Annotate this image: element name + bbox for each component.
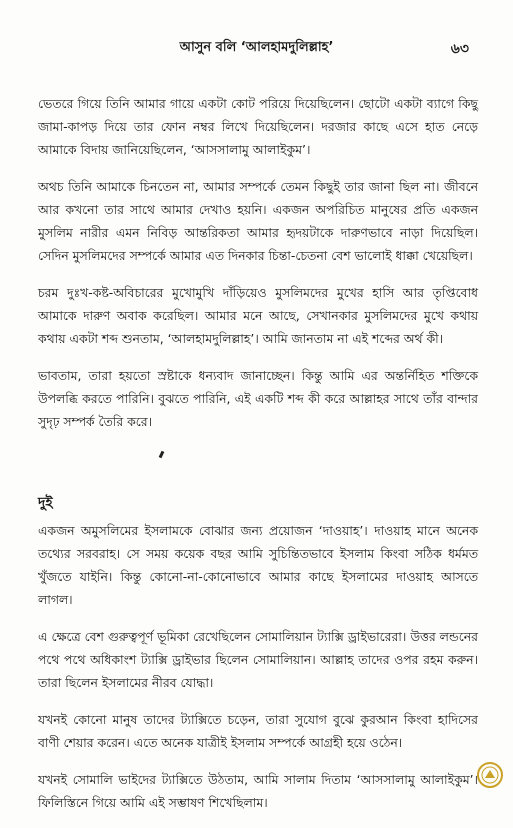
paragraph: অথচ তিনি আমাকে চিনতেন না, আমার সম্পর্কে তেমন কিছুই তার জানা ছিল না। জীবনে আর কখনো তার সাথে আমার দেখাও হয়নি। একজন অপরিচিত মানুষের প্রতি একজন মুসলিম নারীর এমন নিবিড় আন্তরিকতা আমার হৃদয়টাকে দারুণভাবে নাড়া দিয়েছিল। সেদিন মুসলিমদের সম্পর্কে আমার এত দিনকার চিন্তা-চেতনা বেশ ভালোই ধাক্কা খেয়েছিল। [38, 179, 478, 263]
paragraph: চরম দুঃখ-কষ্ট-অবিচারের মুখোমুখি দাঁড়িয়েও মুসলিমদের মুখের হাসি আর তৃপ্তিবোধ আমাকে দারুণ অবাক করেছিল। আমার মনে আছে, সেখানকার মুসলিমদের মুখে কথায় কথায় একটা শব্দ শুনতাম, ‘আলহামদুলিল্লাহ’। আমি জানতাম না এই শব্দের অর্থ কী। [38, 285, 478, 346]
publisher-seal-icon [477, 762, 503, 788]
running-title: আসুন বলি ‘আলহামদুলিল্লাহ’ [179, 40, 334, 55]
paragraph: যখনই কোনো মানুষ তাদের ট্যাক্সিতে চড়েন, তারা সুযোগ বুঝে কুরআন কিংবা হাদিসের বাণী শেয়ার করেন। এতে অনেক যাত্রীই ইসলাম সম্পর্কে আগ্রহী হয়ে ওঠেন। [38, 712, 478, 750]
paragraph: ভেতরে গিয়ে তিনি আমার গায়ে একটা কোট পরিয়ে দিয়েছিলেন। ছোটো একটা ব্যাগে কিছু জামা-কাপড় দিয়ে তার ফোন নম্বর লিখে দিয়েছিলেন। দরজার কাছে এসে হাত নেড়ে আমাকে বিদায় জানিয়েছিলেন, ‘আসসালামু আলাইকুম’। [38, 96, 478, 157]
paragraph: একজন অমুসলিমের ইসলামকে বোঝার জন্য প্রয়োজন ‘দাওয়াহ’। দাওয়াহ মানে অনেক তথ্যের সরবরাহ। সে সময় কয়েক বছর আমি সুচিন্তিতভাবে ইসলাম কিংবা সঠিক ধর্মমত খুঁজতে যাইনি। কিন্তু কোনো-না-কোনোভাবে আমার কাছে ইসলামের দাওয়াহ আসতে লাগল। [38, 523, 478, 607]
paragraph: ভাবতাম, তারা হয়তো স্রষ্টাকে ধন্যবাদ জানাচ্ছেন। কিন্তু আমি এর অন্তর্নিহিত শক্তিকে উপলব্ধি করতে পারিনি। বুঝতে পারিনি, এই একটি শব্দ কী করে আল্লাহর সাথে তাঁর বান্দার সুদৃঢ় সম্পর্ক তৈরি করে। [38, 368, 478, 429]
page-number: ৬৩ [450, 41, 469, 57]
paragraph: যখনই সোমালি ভাইদের ট্যাক্সিতে উঠতাম, আমি সালাম দিতাম ‘আসসালামু আলাইকুম’। ফিলিস্তিনে গিয়ে আমি এই সম্ভাষণ শিখেছিলাম। [38, 772, 478, 810]
section-heading: দুই [38, 495, 53, 511]
page-header [0, 34, 513, 58]
page-body [38, 92, 478, 828]
paragraph: এ ক্ষেত্রে বেশ গুরুত্বপূর্ণ ভূমিকা রেখেছিলেন সোমালিয়ান ট্যাক্সি ড্রাইভারেরা। উত্তর লন্ডনের পথে পথে অধিকাংশ ট্যাক্সি ড্রাইভার ছিলেন সোমালিয়ান। আল্লাহ তাদের ওপর রহম করুন। তারা ছিলেন ইসলামের নীরব যোদ্ধা। [38, 629, 478, 690]
